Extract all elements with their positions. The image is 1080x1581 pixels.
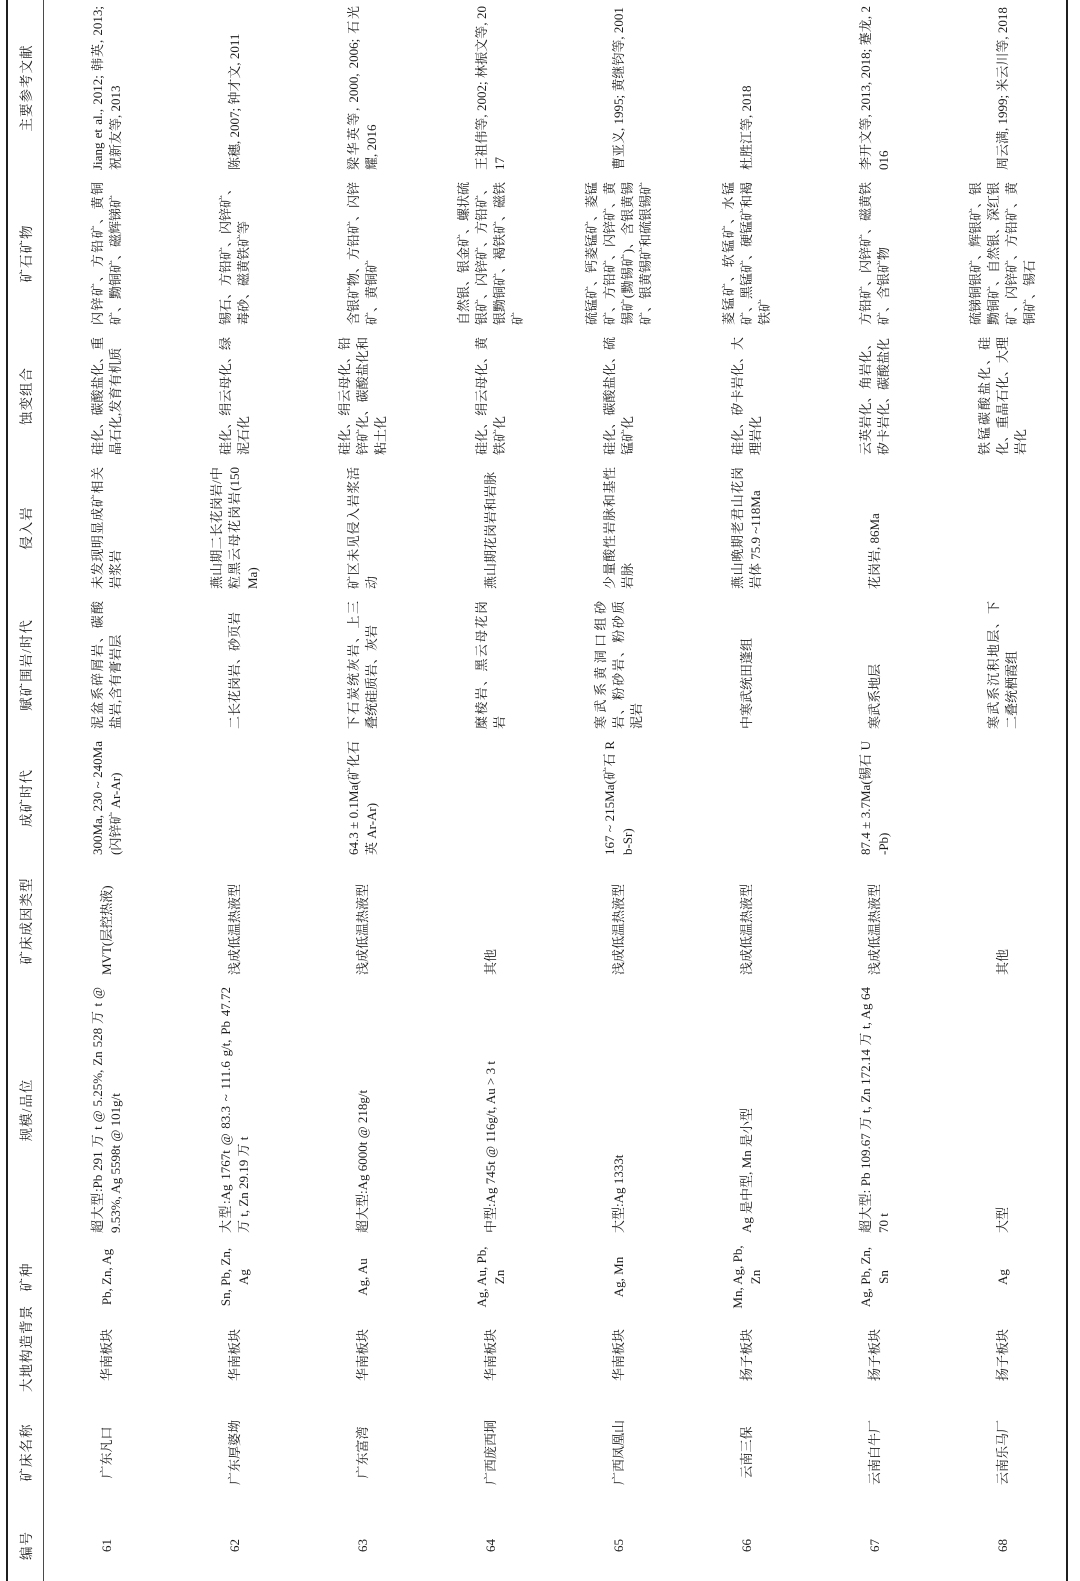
cell-genetic-type: 其他 xyxy=(994,948,1010,975)
cell-ore-minerals: 硫锑铜银矿、辉银矿、银黝铜矿、自然银、深红银矿、闪锌矿、方铅矿、黄铜矿、锡石 xyxy=(967,181,1037,325)
header-row xyxy=(7,0,43,1581)
table-row xyxy=(811,0,939,1581)
table-row xyxy=(427,0,555,1581)
cell-intrusive-rock: 矿区未见侵入岩浆活动 xyxy=(346,467,379,589)
cell-host-rock: 糜棱岩、黑云母花岗岩 xyxy=(474,601,507,729)
cell-host-rock: 泥盆系碎屑岩、碳酸盐岩,含有膏岩层 xyxy=(90,601,124,729)
cell-host-rock: 寒武系沉积地层、下二叠统栖霞组 xyxy=(985,601,1019,729)
cell-host-rock: 中寒武统田蓬组 xyxy=(739,637,754,729)
cell-no: 62 xyxy=(227,1539,242,1552)
table-body xyxy=(43,0,1067,1581)
cell-size-grade: 大型:Ag 1767t @ 83.3 ~ 111.6 g/t, Pb 47.72 万 t, Zn 29.19 万 t xyxy=(218,987,251,1233)
cell-metallogenic-age xyxy=(427,735,555,861)
cell-tectonic-setting: 扬子板块 xyxy=(994,1329,1010,1382)
cell-genetic-type: 浅成低温热液型 xyxy=(227,883,242,975)
cell-host-rock: 寒武系地层 xyxy=(867,663,882,729)
table-row xyxy=(43,0,171,1581)
column-header-ore-minerals: 矿石矿物 xyxy=(7,176,43,331)
column-header-genetic-type: 矿床成因类型 xyxy=(7,861,43,981)
cell-genetic-type: 浅成低温热液型 xyxy=(611,883,626,975)
cell-intrusive-rock: 燕山期二长花岗岩/中粒黑云母花岗岩(150Ma) xyxy=(209,467,260,589)
column-header-references: 主要参考文献 xyxy=(7,0,43,176)
cell-no: 61 xyxy=(99,1539,115,1552)
column-header-size-grade: 规模/品位 xyxy=(7,981,43,1239)
cell-intrusive-rock: 少量酸性岩脉和基性岩脉 xyxy=(602,467,635,589)
cell-references: 王祖伟等, 2002; 林振文等, 2017 xyxy=(474,6,507,170)
cell-genetic-type: 浅成低温热液型 xyxy=(867,883,882,975)
cell-metallogenic-age: 64.3 ± 0.1Ma(矿化石英 Ar-Ar) xyxy=(346,741,379,855)
cell-alteration: 云英岩化、角岩化、矽卡岩化、碳酸盐化 xyxy=(858,337,891,455)
cell-alteration: 铁锰碳酸盐化、硅化、重晶石化、大理岩化 xyxy=(976,337,1028,455)
cell-size-grade: 中型:Ag 745t @ 116g/t, Au > 3 t xyxy=(483,1061,498,1233)
cell-tectonic-setting: 华南板块 xyxy=(99,1329,115,1382)
cell-tectonic-setting: 扬子板块 xyxy=(739,1329,754,1382)
cell-ore-species: Ag xyxy=(994,1269,1010,1285)
cell-metallogenic-age: 87.4 ± 3.7Ma(锡石 U-Pb) xyxy=(858,741,891,855)
cell-genetic-type: 浅成低温热液型 xyxy=(355,883,370,975)
cell-deposit-name: 广西庞西垌 xyxy=(483,1420,498,1486)
cell-references: 曹亚义, 1995; 黄继钧等, 2001 xyxy=(611,7,626,170)
cell-ore-minerals: 自然银、银金矿、螺状硫银矿、闪锌矿、方铅矿、银黝铜矿、褐铁矿、磁铁矿 xyxy=(456,181,525,325)
cell-intrusive-rock xyxy=(939,461,1067,595)
cell-tectonic-setting: 华南板块 xyxy=(611,1329,626,1382)
cell-alteration: 硅化、绢云母化、铅锌矿化、碳酸盐化和粘土化 xyxy=(337,337,388,455)
cell-genetic-type: 浅成低温热液型 xyxy=(739,883,754,975)
cell-alteration: 硅化、矽卡岩化、大理岩化 xyxy=(730,337,763,455)
table-row xyxy=(299,0,427,1581)
cell-deposit-name: 云南白牛厂 xyxy=(867,1420,882,1486)
cell-intrusive-rock: 燕山晚期老君山花岗岩体 75.9 ~118Ma xyxy=(730,467,763,589)
cell-intrusive-rock: 花岗岩, 86Ma xyxy=(867,513,882,589)
table-header xyxy=(7,0,43,1581)
cell-genetic-type: 其他 xyxy=(483,948,498,975)
cell-no: 64 xyxy=(483,1539,498,1552)
cell-ore-species: Ag, Au xyxy=(355,1258,370,1296)
cell-ore-minerals: 含银矿物、方铅矿、闪锌矿、黄铜矿 xyxy=(346,181,379,325)
deposits-table xyxy=(6,0,1068,1581)
cell-tectonic-setting: 华南板块 xyxy=(483,1329,498,1382)
cell-intrusive-rock: 燕山期花岗岩和岩脉 xyxy=(483,471,498,589)
cell-ore-minerals: 硫锰矿、钙菱锰矿、菱锰矿、方铅矿、闪锌矿、黄锡矿(黝锡矿)、含银黄锡矿、银黄锡矿和硫银锡矿 xyxy=(584,181,653,325)
column-header-ore-species: 矿种 xyxy=(7,1239,43,1315)
cell-metallogenic-age xyxy=(939,735,1067,861)
cell-size-grade: 超大型:Ag 6000t @ 218g/t xyxy=(355,1089,370,1233)
column-header-no: 编号 xyxy=(7,1510,43,1581)
cell-no: 68 xyxy=(994,1539,1010,1552)
cell-tectonic-setting: 扬子板块 xyxy=(867,1329,882,1382)
cell-references: 杜胜江等, 2018 xyxy=(739,85,754,170)
cell-deposit-name: 云南三保 xyxy=(739,1426,754,1479)
table-row xyxy=(171,0,299,1581)
column-header-tectonic-setting: 大地构造背景 xyxy=(7,1315,43,1395)
cell-references: 梁华英等, 2000, 2006; 石光耀, 2016 xyxy=(346,6,379,170)
cell-deposit-name: 广西凤凰山 xyxy=(611,1420,626,1486)
cell-alteration: 硅化、碳酸盐化、重晶石化,发育有机质 xyxy=(90,337,124,455)
cell-references: 陈穗, 2007; 钟才文, 2011 xyxy=(227,33,242,170)
table-row xyxy=(683,0,811,1581)
cell-deposit-name: 广东富湾 xyxy=(355,1426,370,1479)
cell-metallogenic-age: 167 ~ 215Ma(矿石 Rb-Sr) xyxy=(602,741,635,855)
table-row xyxy=(555,0,683,1581)
cell-no: 63 xyxy=(355,1539,370,1552)
cell-metallogenic-age xyxy=(171,735,299,861)
cell-metallogenic-age xyxy=(683,735,811,861)
cell-host-rock: 二长花岗岩、砂页岩 xyxy=(227,611,242,729)
cell-ore-species: Mn, Ag, Pb, Zn xyxy=(730,1245,763,1309)
cell-ore-minerals: 锡石、方铅矿、闪锌矿、毒砂、磁黄铁矿等 xyxy=(218,181,251,325)
cell-size-grade: 超大型: Pb 109.67 万 t, Zn 172.14 万 t, Ag 6470 t xyxy=(858,987,891,1233)
cell-size-grade: 大型 xyxy=(994,1206,1010,1233)
cell-metallogenic-age: 300Ma, 230 ~ 240Ma(闪锌矿 Ar-Ar) xyxy=(90,741,124,855)
cell-alteration: 硅化、绢云母化、黄铁矿化 xyxy=(474,337,507,455)
column-header-metallogenic-age: 成矿时代 xyxy=(7,735,43,861)
cell-ore-species: Pb, Zn, Ag xyxy=(99,1248,115,1306)
cell-ore-minerals: 菱锰矿、软锰矿、水锰矿、黑锰矿、硬锰矿和褐铁矿 xyxy=(721,181,772,325)
cell-no: 67 xyxy=(867,1539,882,1552)
cell-ore-species: Sn, Pb, Zn, Ag xyxy=(218,1247,251,1307)
table-row xyxy=(939,0,1067,1581)
cell-ore-minerals: 闪锌矿、方铅矿、黄铜矿、黝铜矿、磁辉锑矿 xyxy=(90,182,124,325)
column-header-intrusive-rock: 侵入岩 xyxy=(7,461,43,595)
cell-tectonic-setting: 华南板块 xyxy=(355,1329,370,1382)
cell-host-rock: 下石炭统灰岩、上三叠统硅质岩、灰岩 xyxy=(346,601,379,729)
cell-ore-species: Ag, Mn xyxy=(611,1256,626,1298)
cell-size-grade: 超大型:Pb 291 万 t @ 5.25%, Zn 528 万 t @ 9.53%, Ag 5598t @ 101g/t xyxy=(90,987,124,1233)
column-header-deposit-name: 矿床名称 xyxy=(7,1395,43,1510)
column-header-alteration: 蚀变组合 xyxy=(7,331,43,461)
cell-size-grade: Ag 是中型, Mn 是小型 xyxy=(739,1108,754,1233)
cell-tectonic-setting: 华南板块 xyxy=(227,1329,242,1382)
cell-deposit-name: 云南乐马厂 xyxy=(994,1420,1010,1486)
cell-genetic-type: MVT(层控热液) xyxy=(99,885,115,975)
cell-no: 65 xyxy=(611,1539,626,1552)
cell-ore-species: Ag, Pb, Zn, Sn xyxy=(858,1246,891,1308)
column-header-host-rock: 赋矿围岩/时代 xyxy=(7,595,43,735)
cell-references: Jiang et al., 2012; 韩英, 2013; 祝新友等, 2013 xyxy=(90,6,124,170)
cell-alteration: 硅化、碳酸盐化、硫锰矿化 xyxy=(602,337,635,455)
cell-size-grade: 大型:Ag 1333t xyxy=(611,1154,626,1233)
cell-deposit-name: 广东厚婆坳 xyxy=(227,1420,242,1486)
cell-deposit-name: 广东凡口 xyxy=(99,1426,115,1479)
cell-host-rock: 寒武系黄洞口组砂岩、粉砂岩、粉砂质泥岩 xyxy=(593,601,644,729)
cell-references: 周云满, 1999; 米云川等, 2018 xyxy=(994,7,1010,170)
cell-intrusive-rock: 未发现明显成矿相关岩浆岩 xyxy=(90,467,124,589)
cell-no: 66 xyxy=(739,1539,754,1552)
cell-ore-minerals: 方铅矿、闪锌矿、磁黄铁矿、含银矿物 xyxy=(858,181,891,325)
cell-ore-species: Ag, Au, Pb, Zn xyxy=(474,1246,507,1308)
cell-alteration: 硅化、绢云母化、绿泥石化 xyxy=(218,337,251,455)
cell-references: 李开文等, 2013, 2018; 蹇龙, 2016 xyxy=(858,6,891,170)
